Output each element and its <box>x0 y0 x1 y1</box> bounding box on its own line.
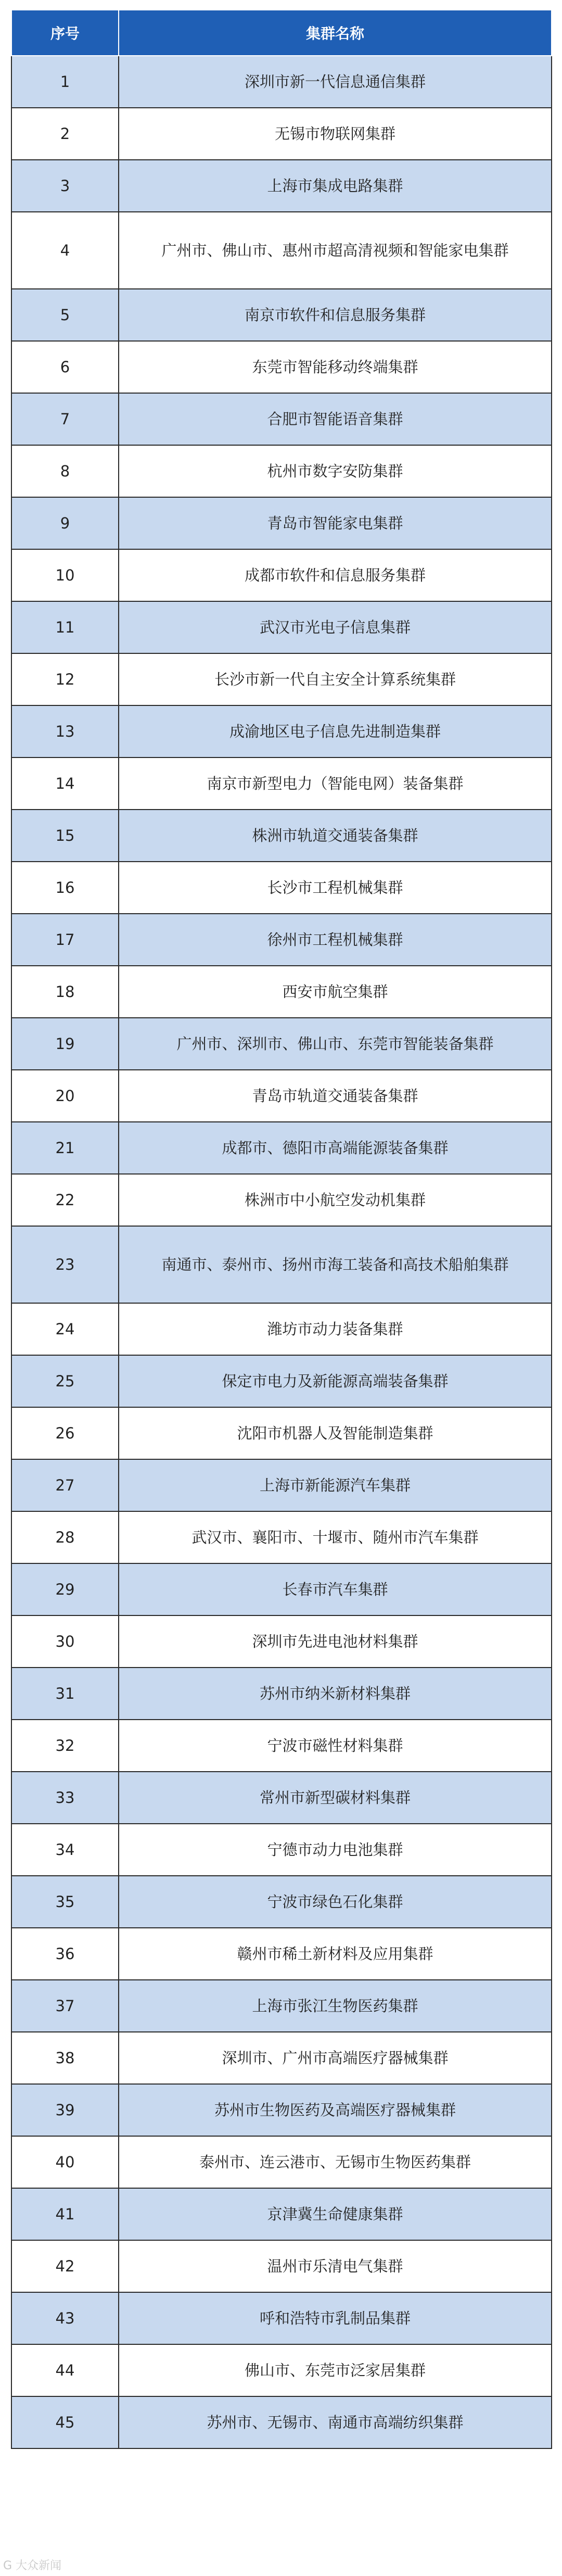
cluster-name-cell: 赣州市稀土新材料及应用集群 <box>119 1928 552 1980</box>
serial-number-cell: 22 <box>11 1174 119 1226</box>
cluster-name-cell: 苏州市、无锡市、南通市高端纺织集群 <box>119 2396 552 2448</box>
cluster-table-container <box>11 9 551 2449</box>
serial-number-cell: 42 <box>11 2240 119 2292</box>
table-row <box>11 1668 552 1720</box>
header-serial-number: 序号 <box>11 10 119 56</box>
cluster-name-cell: 南京市新型电力（智能电网）装备集群 <box>119 757 552 810</box>
cluster-name-cell: 青岛市轨道交通装备集群 <box>119 1070 552 1122</box>
cluster-name-cell: 无锡市物联网集群 <box>119 108 552 160</box>
table-row <box>11 2084 552 2136</box>
table-row <box>11 160 552 212</box>
cluster-name-cell: 佛山市、东莞市泛家居集群 <box>119 2344 552 2396</box>
cluster-name-cell: 株洲市中小航空发动机集群 <box>119 1174 552 1226</box>
cluster-name-cell: 沈阳市机器人及智能制造集群 <box>119 1407 552 1459</box>
serial-number-cell: 20 <box>11 1070 119 1122</box>
serial-number-cell: 4 <box>11 212 119 289</box>
table-row <box>11 601 552 653</box>
serial-number-cell: 2 <box>11 108 119 160</box>
cluster-name-cell: 合肥市智能语音集群 <box>119 393 552 445</box>
table-row <box>11 1615 552 1668</box>
cluster-name-cell: 深圳市新一代信息通信集群 <box>119 56 552 108</box>
cluster-name-cell: 武汉市光电子信息集群 <box>119 601 552 653</box>
serial-number-cell: 31 <box>11 1668 119 1720</box>
table-row <box>11 393 552 445</box>
table-row <box>11 1018 552 1070</box>
cluster-name-cell: 成渝地区电子信息先进制造集群 <box>119 705 552 757</box>
table-row <box>11 1772 552 1824</box>
table-row <box>11 2188 552 2240</box>
table-row <box>11 757 552 810</box>
serial-number-cell: 18 <box>11 966 119 1018</box>
cluster-name-cell: 宁德市动力电池集群 <box>119 1824 552 1876</box>
cluster-name-cell: 深圳市、广州市高端医疗器械集群 <box>119 2032 552 2084</box>
serial-number-cell: 34 <box>11 1824 119 1876</box>
cluster-name-cell: 京津冀生命健康集群 <box>119 2188 552 2240</box>
cluster-name-cell: 南通市、泰州市、扬州市海工装备和高技术船舶集群 <box>119 1226 552 1303</box>
serial-number-cell: 1 <box>11 56 119 108</box>
serial-number-cell: 27 <box>11 1459 119 1511</box>
table-row <box>11 1720 552 1772</box>
table-row <box>11 1563 552 1615</box>
cluster-name-cell: 徐州市工程机械集群 <box>119 914 552 966</box>
serial-number-cell: 25 <box>11 1355 119 1407</box>
cluster-name-cell: 泰州市、连云港市、无锡市生物医药集群 <box>119 2136 552 2188</box>
serial-number-cell: 10 <box>11 549 119 601</box>
cluster-name-cell: 成都市软件和信息服务集群 <box>119 549 552 601</box>
serial-number-cell: 36 <box>11 1928 119 1980</box>
serial-number-cell: 16 <box>11 862 119 914</box>
serial-number-cell: 28 <box>11 1511 119 1563</box>
table-row <box>11 1459 552 1511</box>
serial-number-cell: 41 <box>11 2188 119 2240</box>
table-row <box>11 2396 552 2448</box>
serial-number-cell: 44 <box>11 2344 119 2396</box>
table-row <box>11 2292 552 2344</box>
serial-number-cell: 35 <box>11 1876 119 1928</box>
cluster-name-cell: 深圳市先进电池材料集群 <box>119 1615 552 1668</box>
table-row <box>11 653 552 705</box>
cluster-name-cell: 上海市张江生物医药集群 <box>119 1980 552 2032</box>
table-row <box>11 1355 552 1407</box>
serial-number-cell: 3 <box>11 160 119 212</box>
cluster-name-cell: 成都市、德阳市高端能源装备集群 <box>119 1122 552 1174</box>
serial-number-cell: 23 <box>11 1226 119 1303</box>
table-body <box>11 56 552 2448</box>
cluster-name-cell: 常州市新型碳材料集群 <box>119 1772 552 1824</box>
table-row <box>11 2344 552 2396</box>
cluster-name-cell: 长春市汽车集群 <box>119 1563 552 1615</box>
table-row <box>11 1122 552 1174</box>
table-row <box>11 2240 552 2292</box>
cluster-name-cell: 苏州市纳米新材料集群 <box>119 1668 552 1720</box>
serial-number-cell: 43 <box>11 2292 119 2344</box>
table-row <box>11 862 552 914</box>
cluster-name-cell: 长沙市新一代自主安全计算系统集群 <box>119 653 552 705</box>
serial-number-cell: 14 <box>11 757 119 810</box>
cluster-name-cell: 呼和浩特市乳制品集群 <box>119 2292 552 2344</box>
table-row <box>11 445 552 497</box>
serial-number-cell: 8 <box>11 445 119 497</box>
table-header-row <box>11 10 552 56</box>
cluster-name-cell: 株洲市轨道交通装备集群 <box>119 810 552 862</box>
serial-number-cell: 38 <box>11 2032 119 2084</box>
table-row <box>11 1928 552 1980</box>
serial-number-cell: 33 <box>11 1772 119 1824</box>
cluster-name-cell: 宁波市绿色石化集群 <box>119 1876 552 1928</box>
table-row <box>11 966 552 1018</box>
cluster-name-cell: 杭州市数字安防集群 <box>119 445 552 497</box>
watermark: G 大众新闻 <box>3 2559 62 2572</box>
cluster-name-cell: 广州市、深圳市、佛山市、东莞市智能装备集群 <box>119 1018 552 1070</box>
table-row <box>11 810 552 862</box>
cluster-name-cell: 广州市、佛山市、惠州市超高清视频和智能家电集群 <box>119 212 552 289</box>
serial-number-cell: 5 <box>11 289 119 341</box>
cluster-name-cell: 苏州市生物医药及高端医疗器械集群 <box>119 2084 552 2136</box>
serial-number-cell: 13 <box>11 705 119 757</box>
serial-number-cell: 40 <box>11 2136 119 2188</box>
serial-number-cell: 6 <box>11 341 119 393</box>
serial-number-cell: 17 <box>11 914 119 966</box>
table-row <box>11 914 552 966</box>
table-row <box>11 1226 552 1303</box>
cluster-name-cell: 南京市软件和信息服务集群 <box>119 289 552 341</box>
table-row <box>11 1511 552 1563</box>
serial-number-cell: 29 <box>11 1563 119 1615</box>
serial-number-cell: 26 <box>11 1407 119 1459</box>
serial-number-cell: 21 <box>11 1122 119 1174</box>
serial-number-cell: 32 <box>11 1720 119 1772</box>
serial-number-cell: 9 <box>11 497 119 549</box>
cluster-name-cell: 西安市航空集群 <box>119 966 552 1018</box>
table-row <box>11 497 552 549</box>
cluster-name-cell: 保定市电力及新能源高端装备集群 <box>119 1355 552 1407</box>
cluster-name-cell: 上海市集成电路集群 <box>119 160 552 212</box>
table-row <box>11 1876 552 1928</box>
serial-number-cell: 30 <box>11 1615 119 1668</box>
table-row <box>11 56 552 108</box>
serial-number-cell: 45 <box>11 2396 119 2448</box>
table-row <box>11 2032 552 2084</box>
table-row <box>11 1824 552 1876</box>
cluster-name-cell: 青岛市智能家电集群 <box>119 497 552 549</box>
table-row <box>11 1174 552 1226</box>
serial-number-cell: 37 <box>11 1980 119 2032</box>
table-row <box>11 1407 552 1459</box>
table-row <box>11 549 552 601</box>
serial-number-cell: 24 <box>11 1303 119 1355</box>
cluster-name-cell: 宁波市磁性材料集群 <box>119 1720 552 1772</box>
cluster-name-cell: 武汉市、襄阳市、十堰市、随州市汽车集群 <box>119 1511 552 1563</box>
cluster-name-cell: 潍坊市动力装备集群 <box>119 1303 552 1355</box>
header-cluster-name: 集群名称 <box>119 10 552 56</box>
cluster-name-cell: 长沙市工程机械集群 <box>119 862 552 914</box>
serial-number-cell: 11 <box>11 601 119 653</box>
cluster-name-cell: 上海市新能源汽车集群 <box>119 1459 552 1511</box>
table-row <box>11 108 552 160</box>
table-row <box>11 705 552 757</box>
table-row <box>11 1980 552 2032</box>
serial-number-cell: 19 <box>11 1018 119 1070</box>
cluster-table <box>11 9 552 2449</box>
cluster-name-cell: 东莞市智能移动终端集群 <box>119 341 552 393</box>
cluster-name-cell: 温州市乐清电气集群 <box>119 2240 552 2292</box>
table-row <box>11 341 552 393</box>
table-row <box>11 2136 552 2188</box>
serial-number-cell: 39 <box>11 2084 119 2136</box>
serial-number-cell: 7 <box>11 393 119 445</box>
table-row <box>11 1070 552 1122</box>
table-row <box>11 212 552 289</box>
table-row <box>11 1303 552 1355</box>
table-row <box>11 289 552 341</box>
serial-number-cell: 15 <box>11 810 119 862</box>
serial-number-cell: 12 <box>11 653 119 705</box>
